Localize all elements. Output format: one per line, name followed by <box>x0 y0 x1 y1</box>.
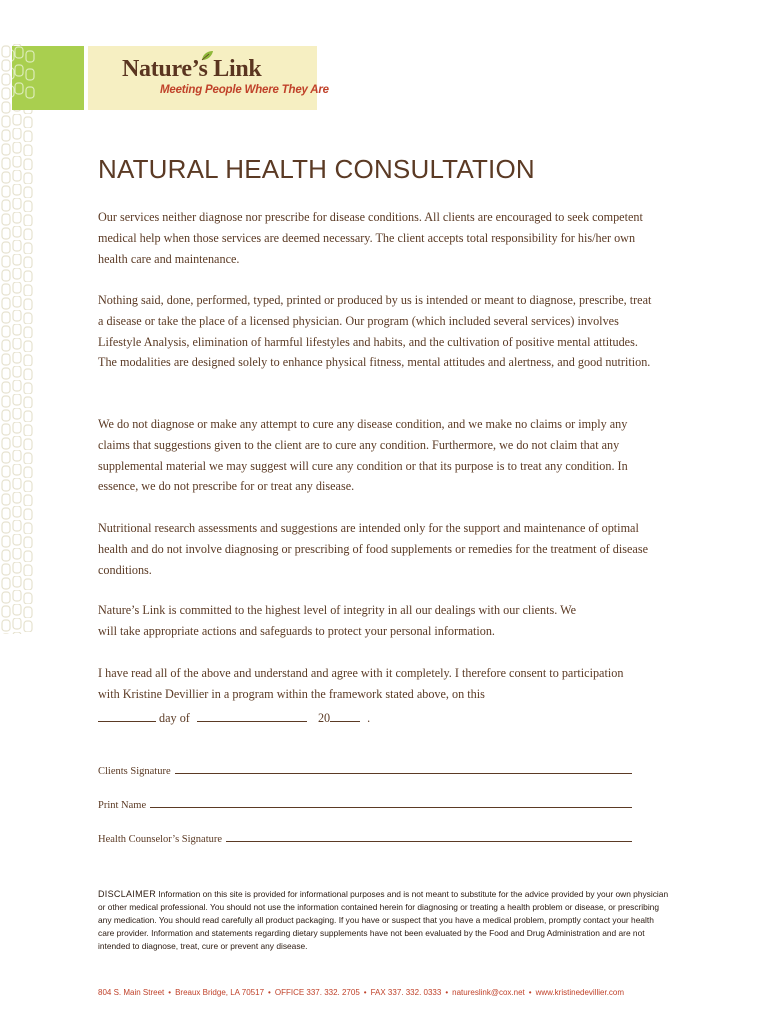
green-chain-graphic <box>12 46 84 110</box>
footer-office-phone: OFFICE 337. 332. 2705 <box>274 988 360 997</box>
disclaimer-title: DISCLAIMER <box>98 889 157 899</box>
chain-links-graphic <box>0 44 34 634</box>
month-field[interactable] <box>197 710 307 722</box>
consent-date-line <box>98 710 370 726</box>
counselor-signature-label: Health Counselor’s Signature <box>98 834 223 845</box>
page-title: NATURAL HEALTH CONSULTATION <box>98 154 535 184</box>
paragraph-not-medical: Nothing said, done, performed, typed, printed or produced by us is intended or meant to diagnose, prescribe, treat a disease or take the place of a licensed physician. Our program (which included several services) involves Lifestyle Analysis, elimination of harmful lifestyles and habits, and the cultivation of positive mental attitudes. The modalities are designed solely to enhance physical fitness, mental attitudes and alertness, and good nutrition. <box>98 293 652 370</box>
year-field[interactable] <box>330 710 360 722</box>
paragraph-consent: I have read all of the above and understand and agree with it completely. I therefore consent to participation with Kristine Devillier in a program within the framework stated above, on this <box>98 666 624 701</box>
brand-tagline: Meeting People Where They Are <box>160 84 329 96</box>
paragraph-nutritional-research: Nutritional research assessments and suggestions are intended only for the support and maintenance of optimal health and do not involve diagnosing or prescribing of food supplements or remedies for the treatment of disease conditions. <box>98 521 648 577</box>
print-name-field[interactable] <box>150 806 632 808</box>
footer-bullet: • <box>528 988 532 997</box>
footer-website-link[interactable]: www.kristinedevillier.com <box>535 988 625 997</box>
disclaimer <box>98 888 670 953</box>
chain-border-decoration <box>0 44 34 634</box>
counselor-signature-row <box>98 834 632 845</box>
footer-bullet: • <box>445 988 449 997</box>
counselor-signature-field[interactable] <box>226 840 632 842</box>
footer-email-link[interactable]: natureslink@cox.net <box>452 988 525 997</box>
paragraph-integrity: Nature’s Link is committed to the highest level of integrity in all our dealings with our clients. We will take appropriate actions and safeguards to protect your personal information. <box>98 603 577 638</box>
day-of-label: day of <box>159 711 190 725</box>
footer-fax: FAX 337. 332. 0333 <box>370 988 442 997</box>
footer-city: Breaux Bridge, LA 70517 <box>175 988 265 997</box>
brand-name: Nature’s Link <box>122 56 262 82</box>
client-signature-label: Clients Signature <box>98 766 171 777</box>
year-prefix: 20 <box>317 711 331 725</box>
print-name-label: Print Name <box>98 800 147 811</box>
client-signature-row <box>98 766 632 777</box>
paragraph-services: Our services neither diagnose nor prescribe for disease conditions. All clients are encouraged to seek competent medical help when those services are deemed necessary. The client accepts total responsibility for his/her own health care and maintenance. <box>98 210 643 266</box>
footer-contact <box>98 988 698 997</box>
day-field[interactable] <box>98 710 156 722</box>
date-period: . <box>367 711 371 725</box>
client-signature-field[interactable] <box>175 772 632 774</box>
print-name-row <box>98 800 632 811</box>
logo <box>88 46 329 110</box>
footer-address: 804 S. Main Street <box>98 988 165 997</box>
brand-green-block <box>12 46 84 110</box>
footer-bullet: • <box>168 988 172 997</box>
footer-bullet: • <box>363 988 367 997</box>
footer-bullet: • <box>268 988 271 997</box>
paragraph-no-cure-claims: We do not diagnose or make any attempt to cure any disease condition, and we make no claims or imply any claims that suggestions given to the client are to cure any condition. Furthermore, we do not claim that any supplemental material we may suggest will cure any condition or that its purpose is to treat any condition. In essence, we do not prescribe for or treat any disease. <box>98 417 628 494</box>
disclaimer-text: Information on this site is provided for informational purposes and is not meant to substitute for the advice provided by your own physician or other medical professional. You should not use the information contained herein for diagnosing or treating a health problem or disease, or prescribing any medication. You should read carefully all product packaging. If you have or suspect that you have a medical problem, promptly contact your health care provider. Information and statements regarding dietary supplements have not been evaluated by the Food and Drug Administration and are not intended to diagnose, treat, cure or prevent any disease. <box>98 889 669 951</box>
